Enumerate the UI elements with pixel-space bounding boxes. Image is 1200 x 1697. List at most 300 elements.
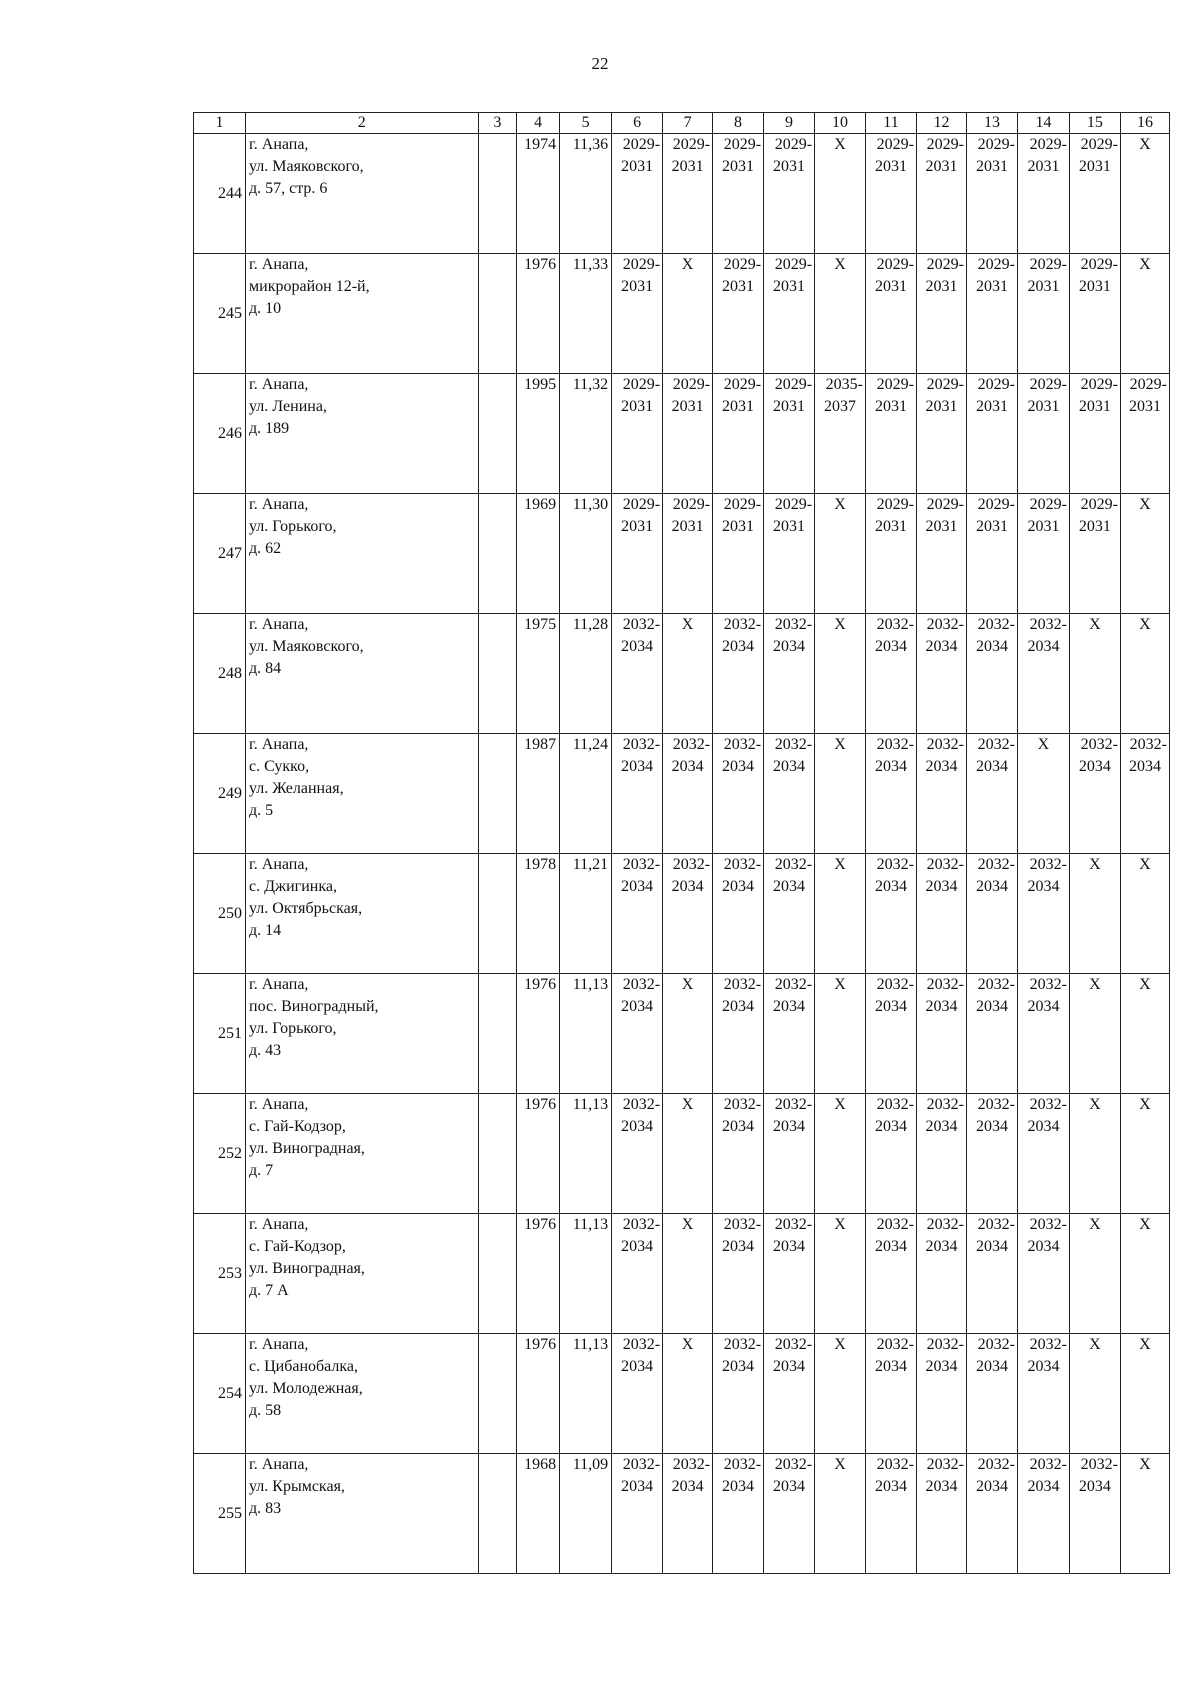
- not-applicable-cell: X: [1120, 134, 1169, 254]
- period-cell: [1069, 134, 1120, 254]
- address-cell: [246, 134, 479, 254]
- period-end: 2031: [975, 158, 1008, 175]
- period-start: 2029-: [1080, 496, 1118, 513]
- address-line: г. Анапа,: [249, 976, 309, 993]
- period-cell: [764, 974, 815, 1094]
- period-end: 2034: [671, 758, 704, 775]
- period-cell: [1069, 1454, 1120, 1574]
- table-row: [194, 1454, 1170, 1574]
- value-cell: 11,21: [560, 854, 612, 974]
- period-cell: [916, 1334, 966, 1454]
- period-cell: [612, 734, 663, 854]
- period-end: 2034: [671, 878, 704, 895]
- address-line: ул. Желанная,: [249, 780, 344, 797]
- row-number: 246: [194, 374, 246, 494]
- period-cell: [1017, 374, 1069, 494]
- period-start: 2032-: [672, 736, 711, 753]
- column-3-cell: [478, 1334, 517, 1454]
- period-cell: [966, 614, 1017, 734]
- period-end: 2034: [874, 1118, 907, 1135]
- period-start: 2032-: [926, 856, 964, 873]
- address-line: г. Анапа,: [249, 736, 309, 753]
- period-start: 2032-: [926, 616, 964, 633]
- address-line: г. Анапа,: [249, 256, 309, 273]
- period-end: 2031: [1027, 398, 1060, 415]
- not-applicable-cell: X: [815, 974, 866, 1094]
- period-end: 2031: [975, 278, 1008, 295]
- row-number: 253: [194, 1214, 246, 1334]
- row-number: 249: [194, 734, 246, 854]
- period-start: 2032-: [876, 616, 914, 633]
- not-applicable-cell: X: [1120, 1454, 1169, 1574]
- not-applicable-cell: X: [815, 854, 866, 974]
- period-cell: [866, 1094, 917, 1214]
- period-cell: [713, 614, 764, 734]
- period-cell: [764, 734, 815, 854]
- not-applicable-cell: X: [1120, 974, 1169, 1094]
- address-line: с. Цибанобалка,: [249, 1358, 359, 1375]
- period-end: 2034: [1027, 878, 1060, 895]
- period-end: 2034: [925, 638, 958, 655]
- period-end: 2034: [1078, 758, 1111, 775]
- period-end: 2034: [975, 1358, 1008, 1375]
- period-cell: [1017, 494, 1069, 614]
- column-3-cell: [478, 374, 517, 494]
- period-cell: [663, 374, 713, 494]
- period-end: 2034: [722, 1118, 755, 1135]
- period-end: 2031: [621, 398, 654, 415]
- period-end: 2031: [925, 518, 958, 535]
- address-cell: [246, 974, 479, 1094]
- period-start: 2029-: [1029, 376, 1067, 393]
- column-header: 1: [194, 113, 246, 134]
- period-end: 2034: [975, 998, 1008, 1015]
- period-end: 2034: [621, 1238, 654, 1255]
- period-start: 2032-: [1029, 1096, 1067, 1113]
- address-line: г. Анапа,: [249, 616, 309, 633]
- period-start: 2029-: [723, 136, 762, 153]
- address-cell: [246, 494, 479, 614]
- period-start: 2032-: [977, 1216, 1015, 1233]
- period-start: 2029-: [774, 136, 813, 153]
- address-cell: [246, 374, 479, 494]
- period-cell: [713, 1214, 764, 1334]
- period-end: 2034: [874, 878, 907, 895]
- period-start: 2032-: [774, 1336, 813, 1353]
- period-start: 2029-: [876, 136, 914, 153]
- period-start: 2029-: [977, 256, 1015, 273]
- period-start: 2029-: [622, 496, 661, 513]
- year-cell: 1976: [517, 974, 560, 1094]
- period-end: 2034: [975, 1118, 1008, 1135]
- period-start: 2029-: [977, 496, 1015, 513]
- period-cell: [764, 374, 815, 494]
- not-applicable-cell: X: [1120, 1334, 1169, 1454]
- address-line: д. 58: [249, 1402, 282, 1419]
- period-start: 2032-: [977, 1336, 1015, 1353]
- year-cell: 1978: [517, 854, 560, 974]
- year-cell: 1976: [517, 254, 560, 374]
- period-start: 2032-: [1029, 976, 1067, 993]
- not-applicable-cell: X: [815, 614, 866, 734]
- address-line: ул. Маяковского,: [249, 158, 364, 175]
- period-cell: [966, 134, 1017, 254]
- row-number: 252: [194, 1094, 246, 1214]
- period-cell: [866, 734, 917, 854]
- period-cell: [966, 1214, 1017, 1334]
- period-cell: [866, 494, 917, 614]
- period-start: 2029-: [1029, 256, 1067, 273]
- period-end: 2031: [975, 398, 1008, 415]
- address-cell: [246, 1094, 479, 1214]
- address-line: д. 57, стр. 6: [249, 180, 328, 197]
- period-cell: [713, 854, 764, 974]
- not-applicable-cell: X: [1120, 1214, 1169, 1334]
- period-start: 2032-: [1029, 1456, 1067, 1473]
- period-cell: [916, 614, 966, 734]
- address-line: ул. Молодежная,: [249, 1380, 363, 1397]
- period-end: 2031: [1027, 158, 1060, 175]
- period-start: 2032-: [977, 616, 1015, 633]
- column-3-cell: [478, 1094, 517, 1214]
- period-start: 2029-: [977, 136, 1015, 153]
- period-end: 2034: [925, 998, 958, 1015]
- period-end: 2031: [773, 398, 806, 415]
- period-cell: [1069, 494, 1120, 614]
- value-cell: 11,13: [560, 1094, 612, 1214]
- period-start: 2032-: [876, 976, 914, 993]
- period-cell: [866, 134, 917, 254]
- period-end: 2031: [925, 278, 958, 295]
- period-end: 2031: [925, 158, 958, 175]
- value-cell: 11,09: [560, 1454, 612, 1574]
- period-cell: [1017, 854, 1069, 974]
- period-end: 2034: [874, 998, 907, 1015]
- period-start: 2032-: [723, 1096, 762, 1113]
- value-cell: 11,36: [560, 134, 612, 254]
- period-end: 2034: [773, 1238, 806, 1255]
- period-start: 2032-: [876, 1456, 914, 1473]
- period-cell: [916, 494, 966, 614]
- period-start: 2029-: [1129, 376, 1167, 393]
- period-start: 2032-: [876, 1216, 914, 1233]
- address-cell: [246, 1454, 479, 1574]
- table-row: [194, 854, 1170, 974]
- period-cell: [916, 134, 966, 254]
- period-start: 2029-: [1029, 136, 1067, 153]
- period-start: 2032-: [876, 736, 914, 753]
- year-cell: 1987: [517, 734, 560, 854]
- period-start: 2032-: [622, 1216, 661, 1233]
- period-end: 2031: [722, 278, 755, 295]
- period-cell: [966, 254, 1017, 374]
- period-cell: [866, 1214, 917, 1334]
- year-cell: 1995: [517, 374, 560, 494]
- period-cell: [815, 374, 866, 494]
- address-line: ул. Горького,: [249, 518, 337, 535]
- period-end: 2034: [975, 758, 1008, 775]
- period-end: 2031: [1128, 398, 1161, 415]
- not-applicable-cell: X: [815, 1454, 866, 1574]
- period-end: 2034: [773, 638, 806, 655]
- not-applicable-cell: X: [815, 254, 866, 374]
- period-end: 2034: [925, 758, 958, 775]
- period-end: 2034: [621, 638, 654, 655]
- period-end: 2034: [621, 1358, 654, 1375]
- address-line: г. Анапа,: [249, 496, 309, 513]
- value-cell: 11,28: [560, 614, 612, 734]
- column-header: 2: [246, 113, 479, 134]
- not-applicable-cell: X: [1069, 974, 1120, 1094]
- table-row: [194, 374, 1170, 494]
- period-end: 2034: [722, 1238, 755, 1255]
- registry-table: [193, 112, 1170, 1574]
- period-start: 2032-: [672, 1456, 711, 1473]
- period-cell: [612, 374, 663, 494]
- period-cell: [1017, 1334, 1069, 1454]
- period-start: 2032-: [876, 1096, 914, 1113]
- address-cell: [246, 734, 479, 854]
- period-start: 2029-: [876, 376, 914, 393]
- period-cell: [866, 1454, 917, 1574]
- period-cell: [612, 1334, 663, 1454]
- not-applicable-cell: X: [1120, 614, 1169, 734]
- not-applicable-cell: X: [663, 1334, 713, 1454]
- period-start: 2032-: [723, 976, 762, 993]
- period-end: 2034: [773, 758, 806, 775]
- period-end: 2034: [722, 1358, 755, 1375]
- period-end: 2034: [874, 1478, 907, 1495]
- period-end: 2034: [722, 878, 755, 895]
- period-end: 2034: [1027, 1478, 1060, 1495]
- period-end: 2034: [722, 998, 755, 1015]
- year-cell: 1968: [517, 1454, 560, 1574]
- value-cell: 11,33: [560, 254, 612, 374]
- period-end: 2034: [773, 1118, 806, 1135]
- period-end: 2034: [874, 638, 907, 655]
- period-start: 2029-: [622, 256, 661, 273]
- period-cell: [713, 1454, 764, 1574]
- column-3-cell: [478, 254, 517, 374]
- period-end: 2031: [874, 158, 907, 175]
- period-end: 2034: [773, 998, 806, 1015]
- period-start: 2032-: [1080, 736, 1118, 753]
- period-end: 2034: [1027, 1118, 1060, 1135]
- period-end: 2031: [874, 278, 907, 295]
- period-end: 2034: [1078, 1478, 1111, 1495]
- period-start: 2029-: [774, 496, 813, 513]
- period-cell: [713, 254, 764, 374]
- period-cell: [713, 1334, 764, 1454]
- not-applicable-cell: X: [1120, 1094, 1169, 1214]
- not-applicable-cell: X: [815, 134, 866, 254]
- page-number: 22: [591, 54, 609, 73]
- period-end: 2031: [722, 518, 755, 535]
- period-cell: [916, 254, 966, 374]
- column-header: 6: [612, 113, 663, 134]
- period-start: 2032-: [1080, 1456, 1118, 1473]
- period-cell: [866, 1334, 917, 1454]
- column-3-cell: [478, 494, 517, 614]
- not-applicable-cell: X: [1069, 1334, 1120, 1454]
- period-start: 2032-: [926, 736, 964, 753]
- period-start: 2029-: [926, 376, 964, 393]
- period-start: 2032-: [977, 736, 1015, 753]
- period-start: 2032-: [876, 856, 914, 873]
- not-applicable-cell: X: [1069, 1094, 1120, 1214]
- not-applicable-cell: X: [1069, 1214, 1120, 1334]
- period-start: 2032-: [926, 976, 964, 993]
- column-header: 7: [663, 113, 713, 134]
- not-applicable-cell: X: [1120, 254, 1169, 374]
- period-start: 2032-: [774, 1216, 813, 1233]
- table-row: [194, 974, 1170, 1094]
- address-cell: [246, 1214, 479, 1334]
- value-cell: 11,30: [560, 494, 612, 614]
- address-line: с. Сукко,: [249, 758, 310, 775]
- period-start: 2032-: [723, 736, 762, 753]
- row-number: 245: [194, 254, 246, 374]
- period-start: 2029-: [723, 256, 762, 273]
- period-cell: [916, 854, 966, 974]
- value-cell: 11,32: [560, 374, 612, 494]
- period-end: 2031: [671, 518, 704, 535]
- period-start: 2032-: [723, 616, 762, 633]
- period-start: 2032-: [774, 616, 813, 633]
- period-end: 2031: [1078, 518, 1111, 535]
- year-cell: 1975: [517, 614, 560, 734]
- period-end: 2034: [722, 1478, 755, 1495]
- column-3-cell: [478, 854, 517, 974]
- period-start: 2032-: [926, 1456, 964, 1473]
- period-end: 2031: [671, 398, 704, 415]
- not-applicable-cell: X: [1069, 854, 1120, 974]
- period-cell: [966, 1094, 1017, 1214]
- period-cell: [612, 1214, 663, 1334]
- period-start: 2032-: [876, 1336, 914, 1353]
- address-line: ул. Виноградная,: [249, 1260, 365, 1277]
- period-cell: [1069, 374, 1120, 494]
- period-start: 2029-: [622, 136, 661, 153]
- period-end: 2031: [1027, 518, 1060, 535]
- period-cell: [1017, 614, 1069, 734]
- address-line: ул. Горького,: [249, 1020, 337, 1037]
- period-start: 2029-: [876, 256, 914, 273]
- period-end: 2031: [722, 398, 755, 415]
- period-cell: [1120, 374, 1169, 494]
- not-applicable-cell: X: [663, 1214, 713, 1334]
- period-end: 2031: [1078, 278, 1111, 295]
- address-line: микрорайон 12-й,: [249, 278, 370, 295]
- not-applicable-cell: X: [815, 1334, 866, 1454]
- period-end: 2034: [874, 758, 907, 775]
- period-end: 2034: [773, 1478, 806, 1495]
- period-start: 2032-: [622, 1336, 661, 1353]
- row-number: 244: [194, 134, 246, 254]
- column-header: 15: [1069, 113, 1120, 134]
- table-row: [194, 1334, 1170, 1454]
- column-header: 13: [966, 113, 1017, 134]
- period-end: 2031: [621, 518, 654, 535]
- period-start: 2032-: [977, 976, 1015, 993]
- period-start: 2032-: [926, 1336, 964, 1353]
- period-end: 2034: [975, 638, 1008, 655]
- period-cell: [663, 1454, 713, 1574]
- not-applicable-cell: X: [1017, 734, 1069, 854]
- period-start: 2032-: [622, 616, 661, 633]
- table-body: [194, 134, 1170, 1574]
- period-start: 2035-: [825, 376, 863, 393]
- period-start: 2029-: [774, 376, 813, 393]
- not-applicable-cell: X: [1120, 854, 1169, 974]
- not-applicable-cell: X: [663, 974, 713, 1094]
- period-start: 2032-: [622, 976, 661, 993]
- period-cell: [663, 134, 713, 254]
- period-cell: [764, 254, 815, 374]
- column-header: 14: [1017, 113, 1069, 134]
- address-line: с. Джигинка,: [249, 878, 337, 895]
- row-number: 254: [194, 1334, 246, 1454]
- address-line: д. 84: [249, 660, 282, 677]
- period-end: 2034: [1027, 1238, 1060, 1255]
- value-cell: 11,13: [560, 974, 612, 1094]
- row-number: 250: [194, 854, 246, 974]
- address-cell: [246, 854, 479, 974]
- table-row: [194, 614, 1170, 734]
- period-start: 2029-: [1080, 256, 1118, 273]
- address-cell: [246, 614, 479, 734]
- period-start: 2032-: [977, 1456, 1015, 1473]
- period-end: 2034: [722, 638, 755, 655]
- address-line: г. Анапа,: [249, 1096, 309, 1113]
- period-end: 2034: [621, 758, 654, 775]
- period-cell: [966, 734, 1017, 854]
- period-cell: [1017, 254, 1069, 374]
- period-cell: [612, 614, 663, 734]
- year-cell: 1974: [517, 134, 560, 254]
- address-line: г. Анапа,: [249, 1456, 309, 1473]
- period-cell: [866, 614, 917, 734]
- period-cell: [1069, 734, 1120, 854]
- period-start: 2032-: [723, 1336, 762, 1353]
- address-line: ул. Виноградная,: [249, 1140, 365, 1157]
- period-cell: [764, 854, 815, 974]
- address-line: ул. Ленина,: [249, 398, 327, 415]
- period-end: 2034: [773, 1358, 806, 1375]
- row-number: 255: [194, 1454, 246, 1574]
- period-cell: [612, 974, 663, 1094]
- period-cell: [612, 254, 663, 374]
- period-cell: [713, 974, 764, 1094]
- period-end: 2031: [874, 518, 907, 535]
- period-cell: [966, 974, 1017, 1094]
- column-3-cell: [478, 974, 517, 1094]
- not-applicable-cell: X: [1069, 614, 1120, 734]
- period-end: 2031: [773, 518, 806, 535]
- not-applicable-cell: X: [815, 734, 866, 854]
- period-end: 2034: [722, 758, 755, 775]
- column-3-cell: [478, 1454, 517, 1574]
- address-line: д. 62: [249, 540, 282, 557]
- address-line: д. 189: [249, 420, 290, 437]
- period-start: 2029-: [926, 496, 964, 513]
- period-cell: [713, 134, 764, 254]
- table-row: [194, 494, 1170, 614]
- period-start: 2032-: [774, 976, 813, 993]
- period-start: 2029-: [1080, 136, 1118, 153]
- not-applicable-cell: X: [815, 1214, 866, 1334]
- period-start: 2029-: [723, 496, 762, 513]
